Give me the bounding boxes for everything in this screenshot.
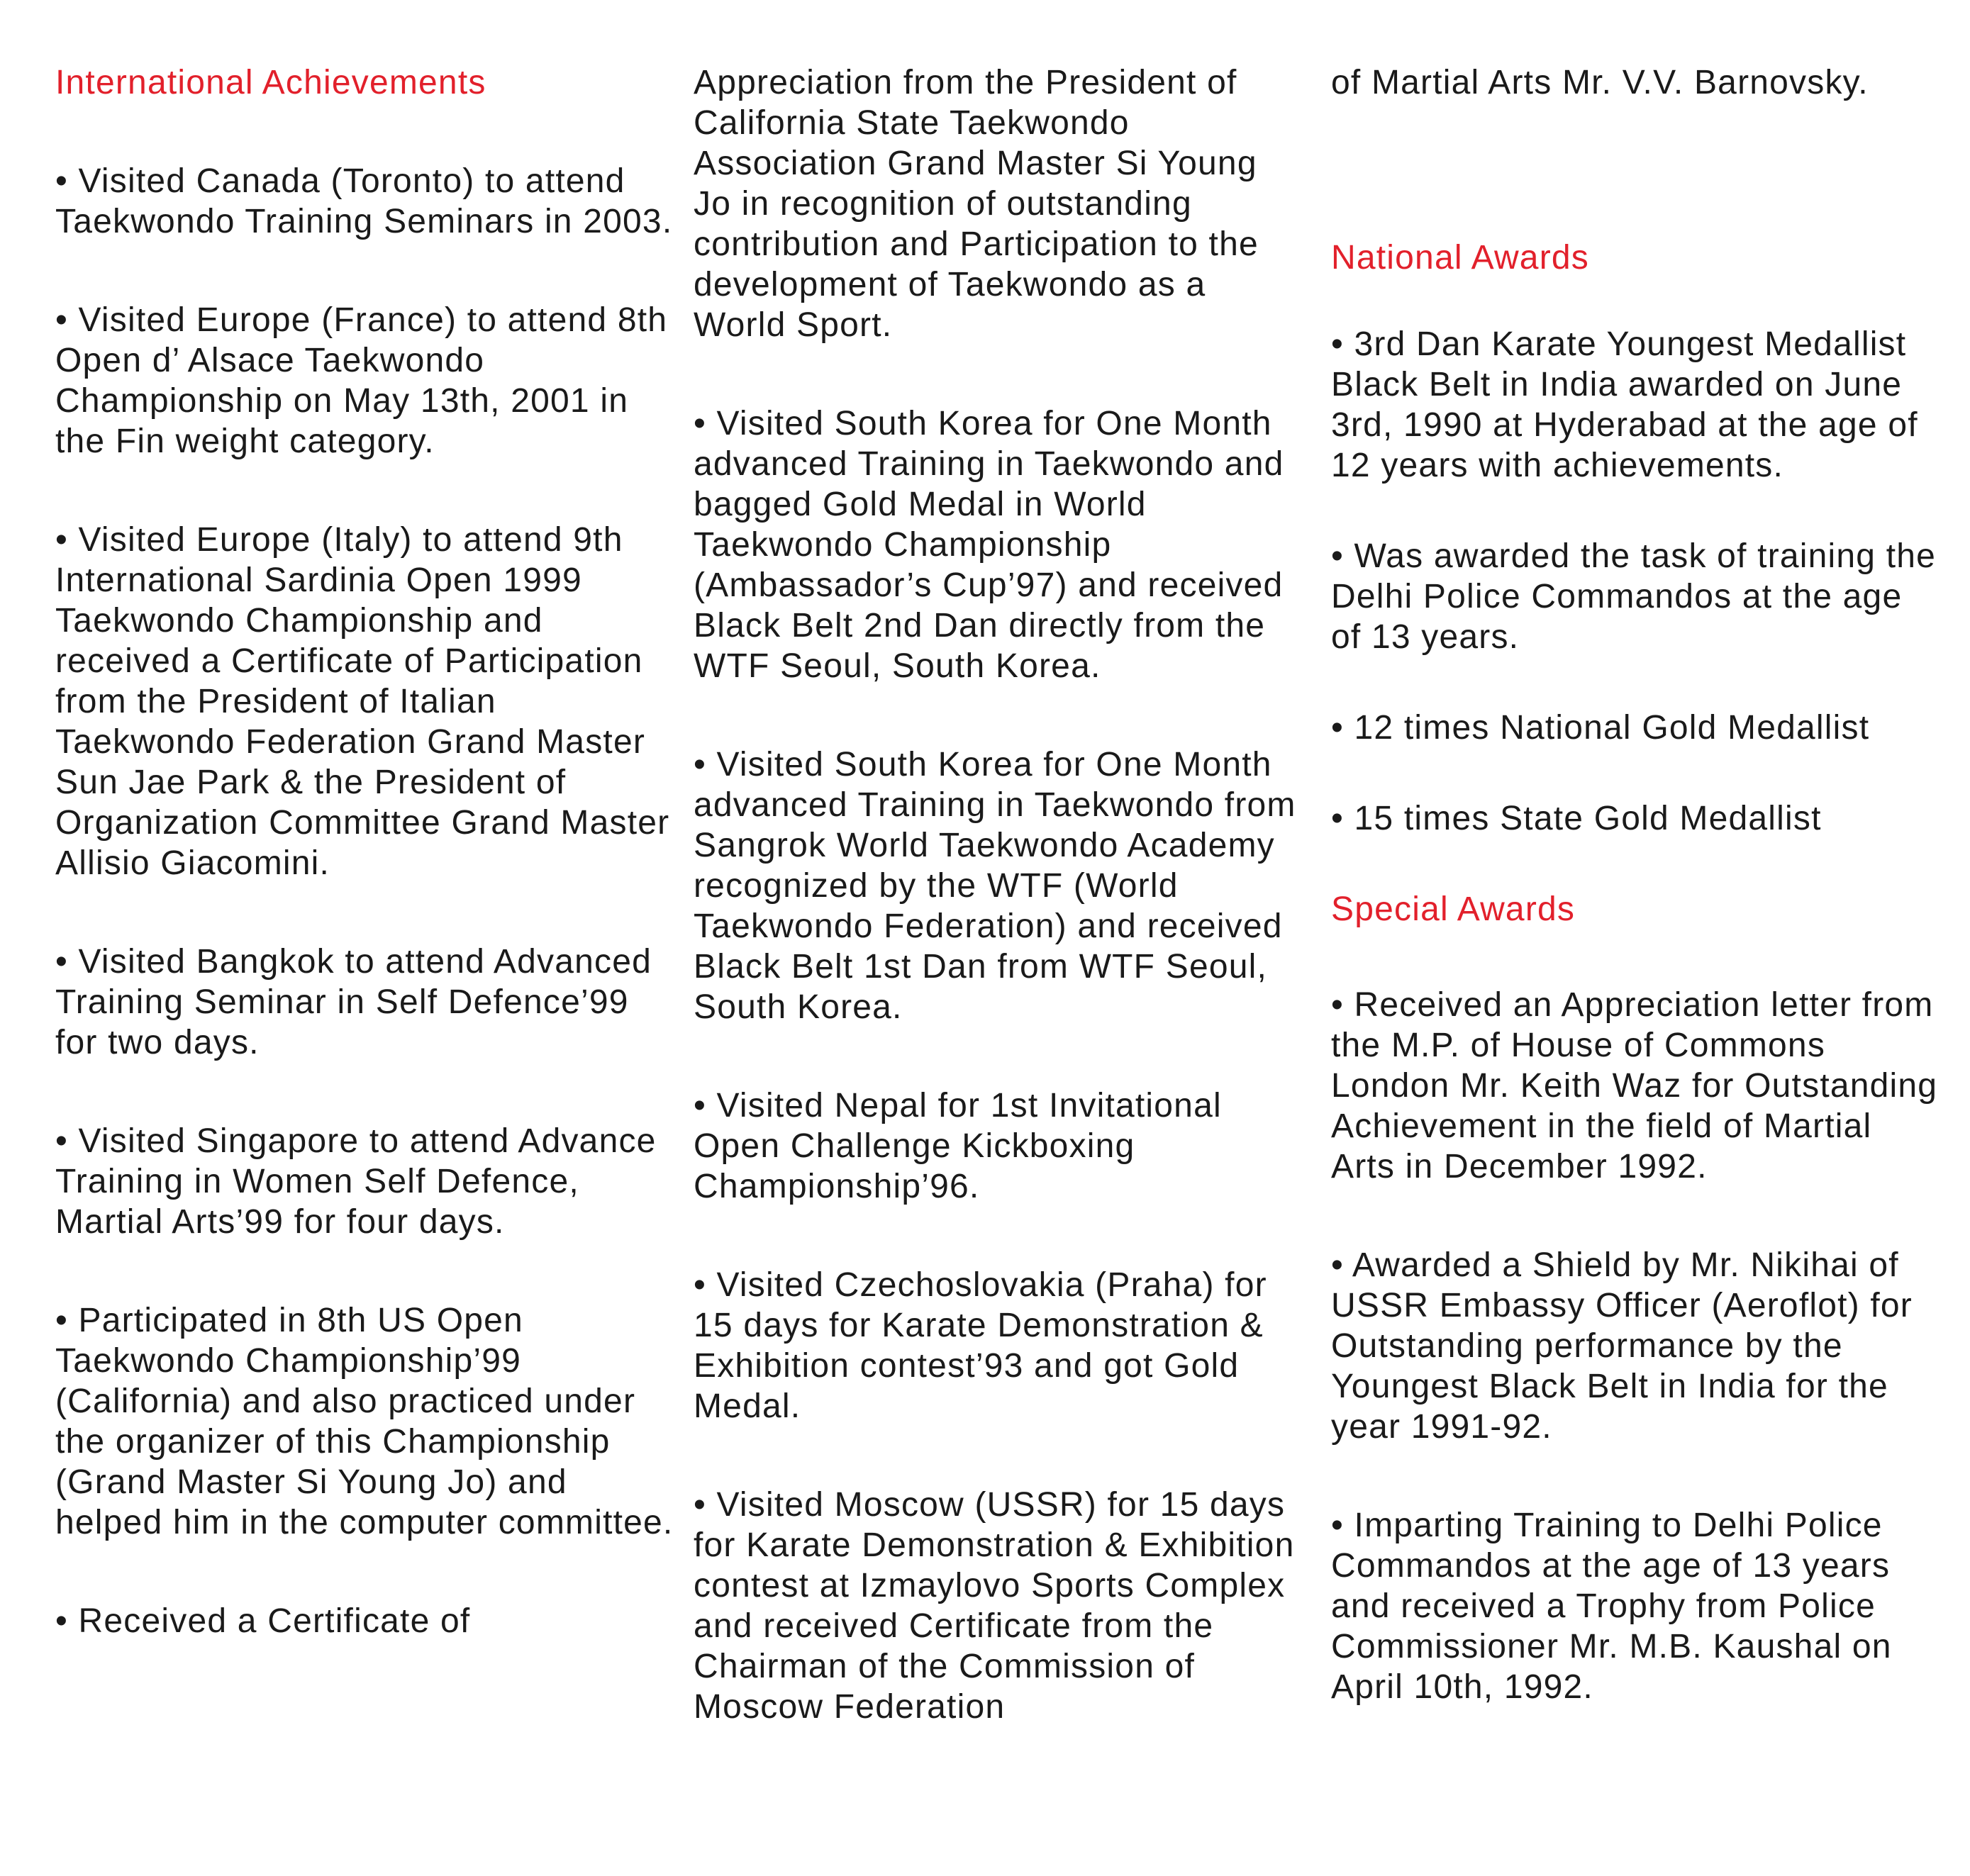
achievement-moscow: • Visited Moscow (USSR) for 15 days for Karate Demonstration & Exhibition contest at Izmaylovo Sports Complex and received Certificate from the Chairman of the Commission of Moscow Federation bbox=[694, 1486, 1295, 1726]
achievement-south-korea-2nd-dan: • Visited South Korea for One Month advanced Training in Taekwondo and bagged Gold Medal in World Taekwondo Championship (Ambassador’s Cup’97) and received Black Belt 2nd Dan directly from the WTF Seoul, South Korea. bbox=[694, 405, 1284, 685]
achievement-certificate-start: • Received a Certificate of bbox=[55, 1602, 471, 1640]
achievement-czechoslovakia: • Visited Czechoslovakia (Praha) for 15 days for Karate Demonstration & Exhibition contest’93 and got Gold Medal. bbox=[694, 1266, 1267, 1425]
achievement-south-korea-1st-dan: • Visited South Korea for One Month advanced Training in Taekwondo from Sangrok World Taekwondo Academy recognized by the WTF (World Taekwondo Federation) and received Black Belt 1st Dan from WTF Seoul, South Korea. bbox=[694, 746, 1296, 1026]
heading-national-awards: National Awards bbox=[1331, 239, 1589, 277]
national-award-police-training: • Was awarded the task of training the Delhi Police Commandos at the age of 13 years. bbox=[1331, 537, 1937, 656]
column-international-continued bbox=[694, 62, 1296, 1785]
heading-international-achievements: International Achievements bbox=[55, 64, 486, 101]
achievement-france: • Visited Europe (France) to attend 8th Open d’ Alsace Taekwondo Championship on May 13th, 2001 in the Fin weight category. bbox=[55, 301, 668, 460]
achievement-moscow-continued: of Martial Arts Mr. V.V. Barnovsky. bbox=[1331, 64, 1869, 101]
achievement-canada: • Visited Canada (Toronto) to attend Taekwondo Training Seminars in 2003. bbox=[55, 162, 673, 240]
achievement-nepal: • Visited Nepal for 1st Invitational Open Challenge Kickboxing Championship’96. bbox=[694, 1087, 1222, 1205]
national-award-karate: • 3rd Dan Karate Youngest Medallist Black Belt in India awarded on June 3rd, 1990 at Hyderabad at the age of 12 years with achievements. bbox=[1331, 325, 1918, 484]
special-award-shield: • Awarded a Shield by Mr. Nikihai of USSR Embassy Officer (Aeroflot) for Outstanding performance by the Youngest Black Belt in India for the year 1991-92. bbox=[1331, 1246, 1913, 1446]
column-awards bbox=[1331, 62, 1941, 1765]
achievement-singapore: • Visited Singapore to attend Advance Training in Women Self Defence, Martial Arts’99 for four days. bbox=[55, 1122, 657, 1241]
special-award-trophy: • Imparting Training to Delhi Police Commandos at the age of 13 years and received a Trophy from Police Commissioner Mr. M.B. Kaushal on April 10th, 1992. bbox=[1331, 1507, 1892, 1706]
achievement-certificate-continued: Appreciation from the President of California State Taekwondo Association Grand Master Si Young Jo in recognition of outstanding contribution and Participation to the development of Taekwondo as a World Sport. bbox=[694, 64, 1259, 344]
column-international bbox=[55, 62, 679, 1699]
achievement-italy: • Visited Europe (Italy) to attend 9th International Sardinia Open 1999 Taekwondo Championship and received a Certificate of Participation from the President of Italian Taekwondo Federation Grand Master Sun Jae Park & the President of Organization Committee Grand Master Allisio Giacomini. bbox=[55, 521, 670, 882]
heading-special-awards: Special Awards bbox=[1331, 890, 1576, 928]
achievement-us-open: • Participated in 8th US Open Taekwondo Championship’99 (California) and also practiced under the organizer of this Championship (Grand Master Si Young Jo) and helped him in the computer committee. bbox=[55, 1302, 674, 1541]
national-award-national-gold: • 12 times National Gold Medallist bbox=[1331, 709, 1870, 747]
special-award-appreciation-letter: • Received an Appreciation letter from the M.P. of House of Commons London Mr. Keith Waz for Outstanding Achievement in the field of Martial Arts in December 1992. bbox=[1331, 986, 1938, 1185]
national-award-state-gold: • 15 times State Gold Medallist bbox=[1331, 800, 1822, 837]
achievement-bangkok: • Visited Bangkok to attend Advanced Training Seminar in Self Defence’99 for two days. bbox=[55, 943, 652, 1061]
